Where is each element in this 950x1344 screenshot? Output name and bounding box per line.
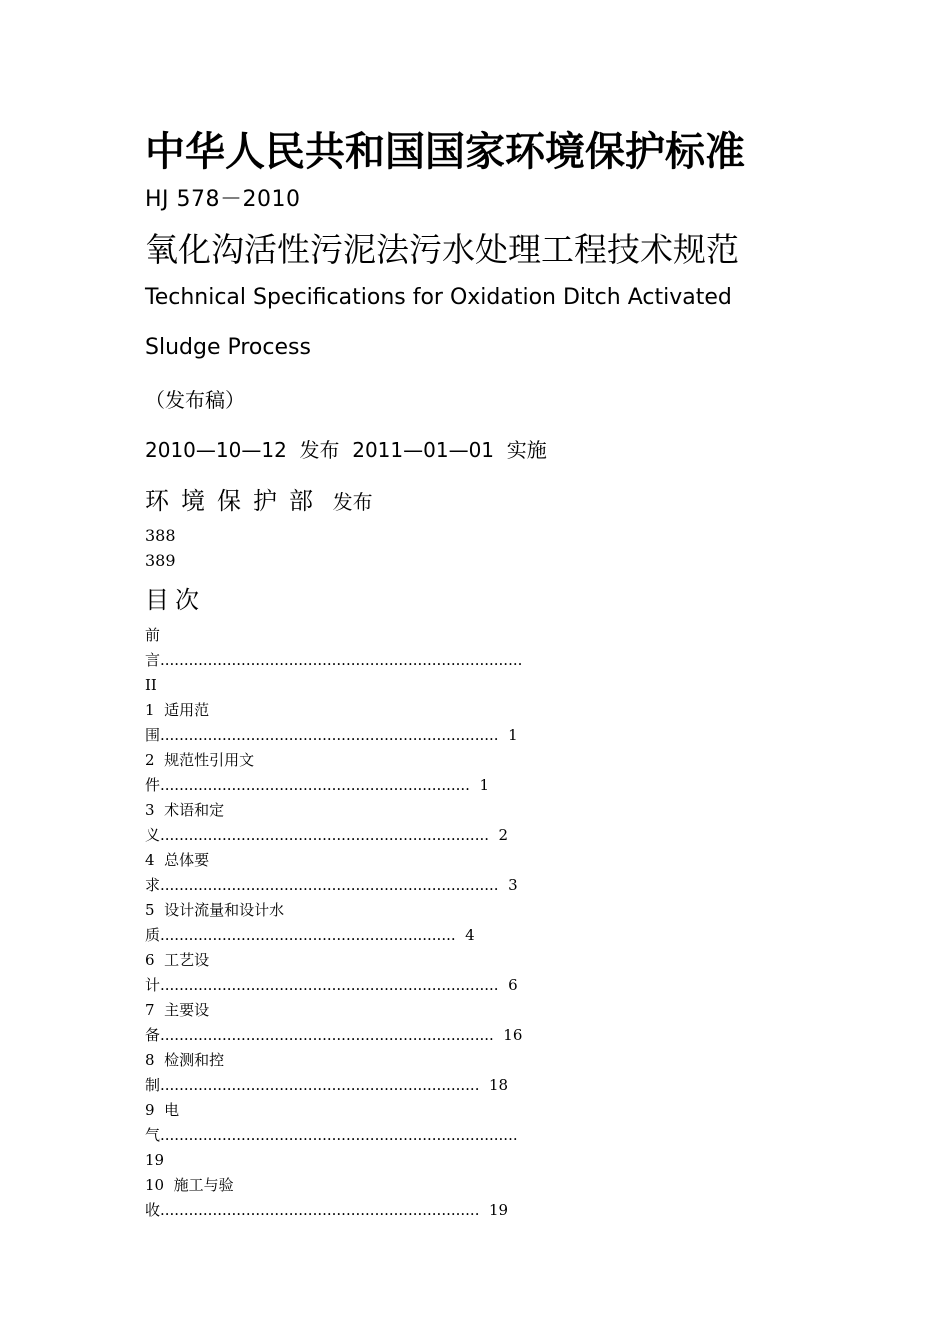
toc-line: 5 设计流量和设计水	[145, 901, 285, 919]
toc-line: 计....................................................................... 6	[145, 976, 518, 994]
title-english-line2: Sludge Process	[145, 335, 311, 360]
toc-line: 9 电	[145, 1101, 180, 1119]
title-english-line1: Technical Specifications for Oxidation Ditch Activated	[145, 285, 732, 310]
toc-line: 备...................................................................... 16	[145, 1026, 523, 1044]
toc-line: 言............................................................................	[145, 651, 523, 669]
toc-line: 4 总体要	[145, 851, 210, 869]
draft-label: （发布稿）	[145, 388, 245, 412]
toc-line: 2 规范性引用文	[145, 751, 255, 769]
issuer-action: 发布	[332, 490, 373, 514]
toc-line: 义..................................................................... 2	[145, 826, 509, 844]
toc-line: 求....................................................................... 3	[145, 876, 518, 894]
toc-line: 围....................................................................... 1	[145, 726, 518, 744]
toc-line: 质.............................................................. 4	[145, 926, 475, 944]
toc-line: 1 适用范	[145, 701, 210, 719]
toc-line: 19	[145, 1151, 165, 1169]
toc-line: 7 主要设	[145, 1001, 210, 1019]
toc-line: 10 施工与验	[145, 1176, 234, 1194]
standard-number: HJ 578－2010	[145, 187, 301, 212]
toc-line: 3 术语和定	[145, 801, 225, 819]
toc-line: 8 检测和控	[145, 1051, 225, 1069]
toc-line: 收................................................................... 19	[145, 1201, 509, 1219]
toc-title: 目次	[145, 586, 205, 614]
page-number: 389	[145, 551, 176, 570]
toc-line: 制................................................................... 18	[145, 1076, 509, 1094]
toc-line: 气...........................................................................	[145, 1126, 518, 1144]
title-chinese: 氧化沟活性污泥法污水处理工程技术规范	[145, 230, 739, 269]
issuer	[145, 485, 373, 518]
toc-line: II	[145, 676, 157, 694]
toc-line: 前	[145, 626, 161, 644]
title-main: 中华人民共和国国家环境保护标准	[145, 129, 745, 175]
release-dates: 2010—10—12 发布 2011—01—01 实施	[145, 438, 547, 462]
toc-line: 6 工艺设	[145, 951, 210, 969]
page-number: 388	[145, 526, 176, 545]
toc-line: 件................................................................. 1	[145, 776, 490, 794]
issuer-org: 环境保护部	[145, 487, 325, 515]
